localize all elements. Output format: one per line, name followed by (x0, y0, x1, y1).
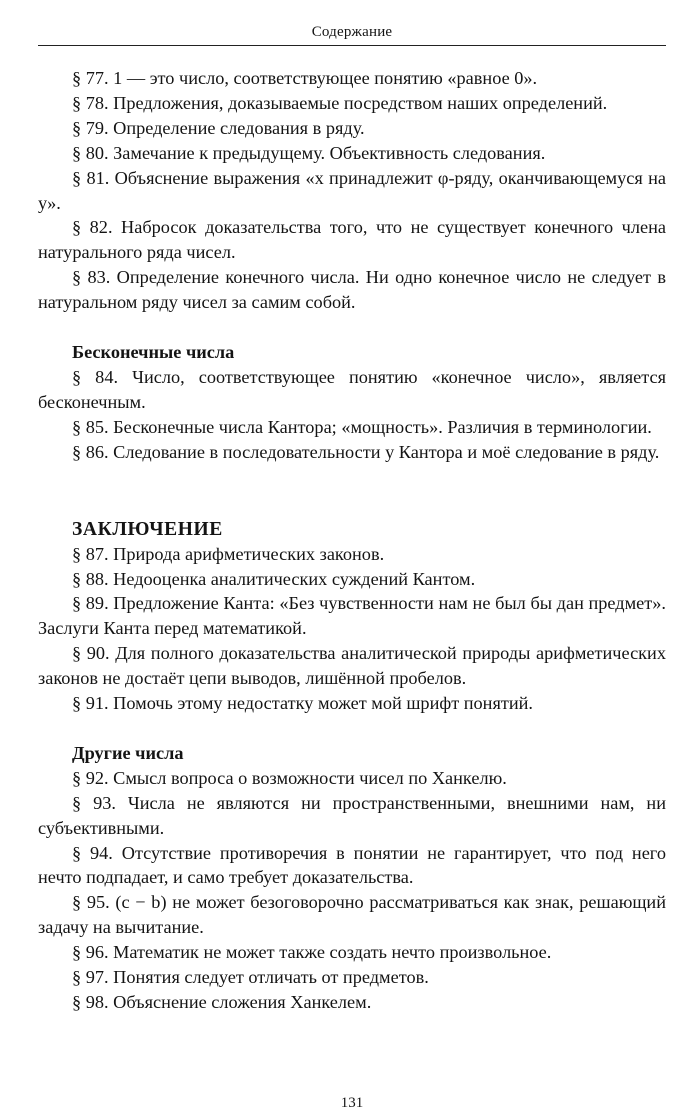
section-infinite-numbers (38, 340, 666, 465)
header-rule (38, 45, 666, 46)
spacer (38, 716, 666, 741)
section-other-numbers (38, 741, 666, 1015)
toc-entry-95: § 95. (c − b) не может безоговорочно рассматриваться как знак, решающий задачу на вычитание. (38, 892, 666, 938)
toc-entry-94: § 94. Отсутствие противоречия в понятии не гарантирует, что под него нечто подпадает, и само требует доказательства. (38, 842, 666, 888)
toc-entry-80: § 80. Замечание к предыдущему. Объективность следования. (72, 142, 546, 163)
toc-entry-82: § 82. Набросок доказательства того, что не существует конечного члена натурального ряда чисел. (38, 217, 666, 263)
toc-entry-85: § 85. Бесконечные числа Кантора; «мощность». Различия в терминологии. (72, 416, 652, 437)
entries-block-a (38, 66, 666, 315)
chapter-heading: ЗАКЛЮЧЕНИЕ (72, 518, 223, 540)
toc-entry-77: § 77. 1 — это число, соответствующее понятию «равное 0». (72, 68, 538, 88)
toc-entry-88: § 88. Недооценка аналитических суждений Кантом. (72, 568, 476, 589)
page-number: 131 (340, 1095, 364, 1111)
toc-entry-96: § 96. Математик не может также создать нечто произвольное. (72, 942, 552, 963)
toc-entry-84: § 84. Число, соответствующее понятию «конечное число», является бесконечным. (38, 366, 666, 412)
toc-entry-86: § 86. Следование в последовательности у Кантора и моё следование в ряду. (72, 441, 660, 462)
toc-entry-89: § 89. Предложение Канта: «Без чувственности нам не был бы дан предмет». Заслуги Канта перед математикой. (38, 593, 666, 639)
section-heading: Другие числа (72, 742, 184, 763)
toc-entry-90: § 90. Для полного доказательства аналитической природы арифметических законов не достаёт цепи выводов, лишённой пробелов. (38, 643, 666, 689)
toc-entry-98: § 98. Объяснение сложения Ханкелем. (72, 992, 372, 1012)
toc-entry-87: § 87. Природа арифметических законов. (72, 543, 385, 564)
toc-entry-97: § 97. Понятия следует отличать от предметов. (72, 967, 429, 988)
chapter-conclusion (38, 517, 666, 716)
book-page (38, 0, 666, 1119)
toc-entry-83: § 83. Определение конечного числа. Ни одно конечное число не следует в натуральном ряду чисел за самим собой. (38, 267, 666, 313)
toc-entry-91: § 91. Помочь этому недостатку может мой шрифт понятий. (72, 693, 534, 714)
toc-entry-93: § 93. Числа не являются ни пространственными, внешними нам, ни субъективными. (38, 792, 666, 838)
toc-content (38, 66, 666, 1015)
spacer (38, 465, 666, 517)
toc-entry-79: § 79. Определение следования в ряду. (72, 117, 365, 138)
section-heading: Бесконечные числа (72, 342, 235, 363)
spacer (38, 315, 666, 340)
toc-entry-78: § 78. Предложения, доказываемые посредством наших определений. (72, 92, 608, 113)
toc-entry-81: § 81. Объяснение выражения «x принадлежит φ-ряду, оканчивающемуся на y». (38, 167, 666, 213)
toc-entry-92: § 92. Смысл вопроса о возможности чисел по Ханкелю. (72, 767, 507, 788)
running-head: Содержание (311, 24, 393, 40)
